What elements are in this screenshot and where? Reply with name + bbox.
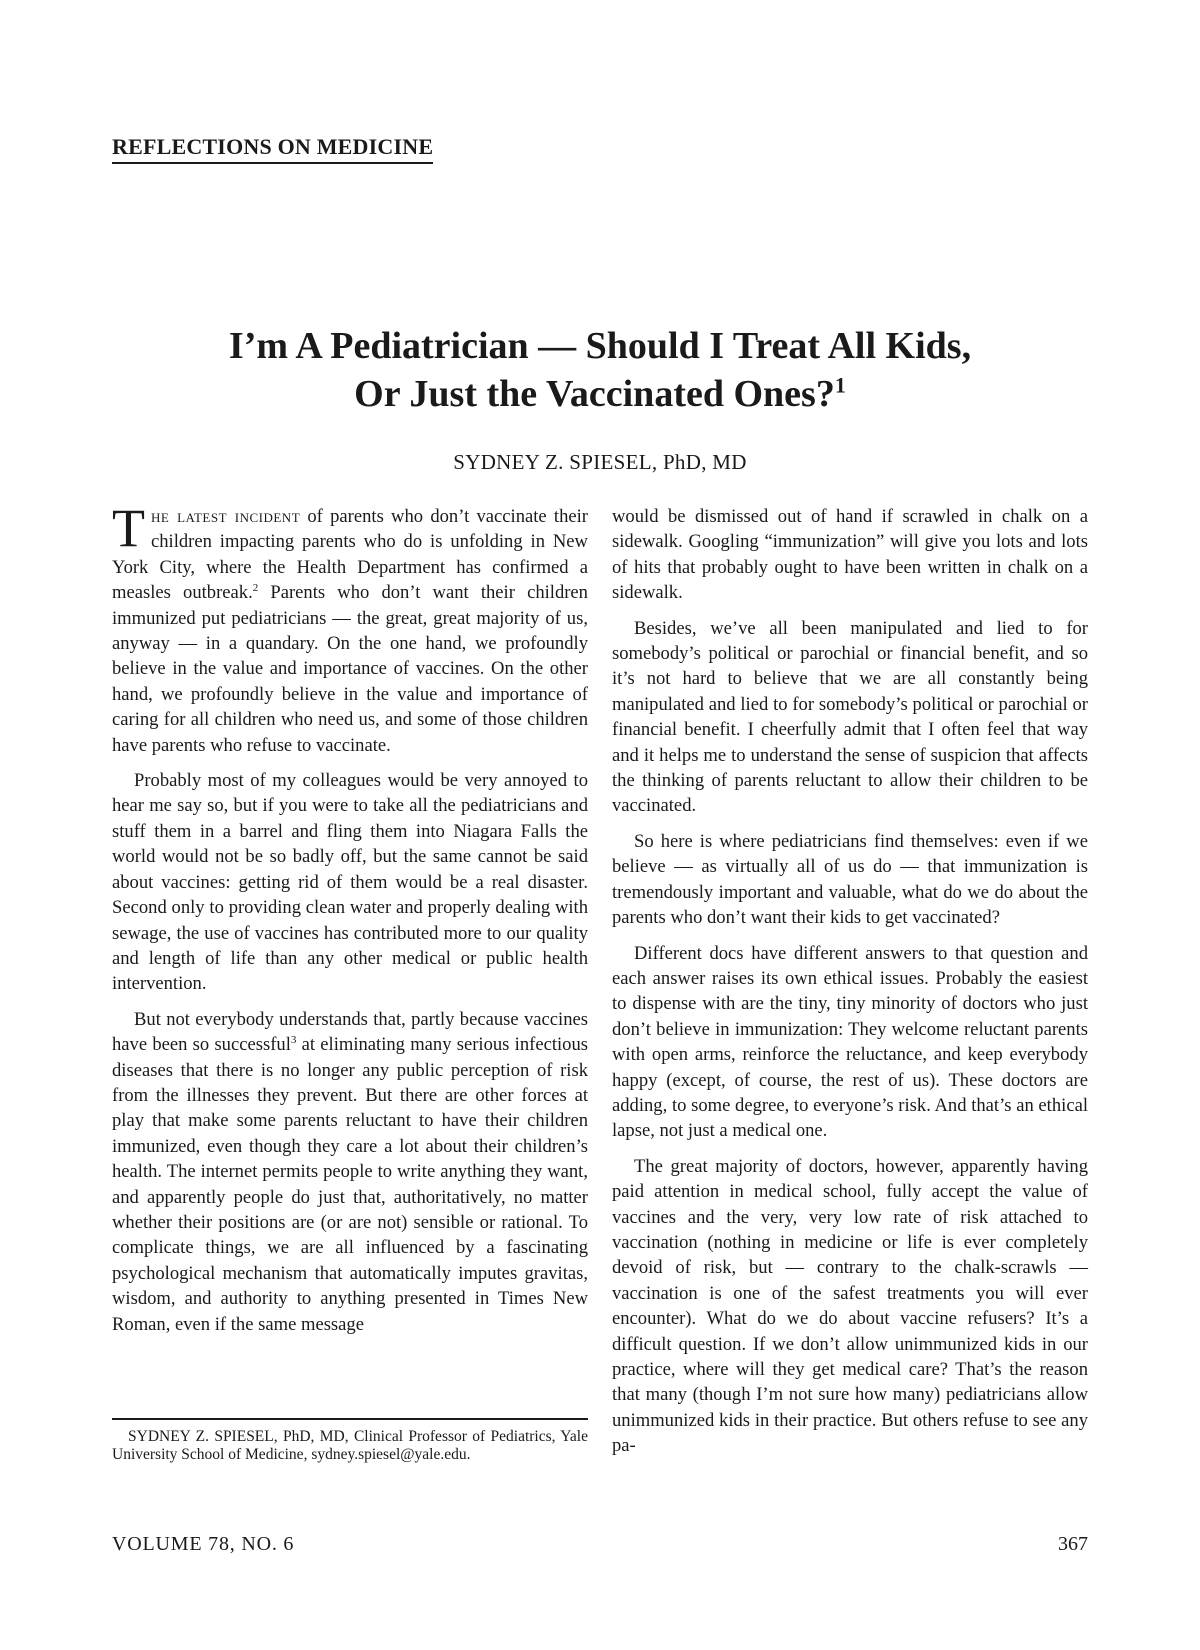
author-byline: SYDNEY Z. SPIESEL, PhD, MD xyxy=(453,450,747,474)
paragraph-2: Probably most of my colleagues would be very annoyed to hear me say so, but if you were to take all the pediatricians and stuff them in a barrel and fling them into Niagara Falls the world would not be so badly off, but the same cannot be said about vaccines: getting rid of them would be a real disaster. Second only to providing clean water and properly dealing with sewage, the use of vaccines has contributed more to our quality and length of life than any other medical or public health intervention. xyxy=(112,770,588,995)
article-title xyxy=(100,322,1100,418)
footnote-divider xyxy=(112,1418,588,1420)
section-label: REFLECTIONS ON MEDICINE xyxy=(112,134,433,160)
paragraph-5: So here is where pediatricians find themselves: even if we believe — as virtually all of us do — that immunization is tremendously important and valuable, what do we do about the parents who don’t want their kids to get vaccinated? xyxy=(612,830,1088,929)
footnote-ref-2[interactable]: 2 xyxy=(252,582,259,595)
left-column xyxy=(112,498,588,1347)
drop-cap: T xyxy=(112,498,145,558)
paragraph-6: Different docs have different answers to that question and each answer raises its own ethical issues. Probably the easiest to dispense with are the tiny, tiny minority of doctors who just don’t believe in immunization: They welcome reluctant parents with open arms, reinforce the reluctance, and keep everybody happy (except, of course, the rest of us). These doctors are adding, to some degree, to everyone’s risk. And that’s an ethical lapse, not just a medical one. xyxy=(612,942,1088,1142)
right-column xyxy=(612,504,1088,1469)
author-footnote: SYDNEY Z. SPIESEL, PhD, MD, Clinical Professor of Pediatrics, Yale University School of Medicine, sydney.spiesel@yale.edu. xyxy=(112,1428,588,1463)
paragraph-1: The latest incident of parents who don’t vaccinate their children impacting parents who do is unfolding in New York City, where the Health Department has confirmed a measles outbreak.$^2$ Parents who don’t want their children immunized put pediatricians — the great, great majority of us, anyway — in a quandary. On the one hand, we profoundly believe in the value and importance of vaccines. On the other hand, we profoundly believe in the value and importance of caring for all children who need us, and some of those children have parents who refuse to vaccinate. xyxy=(112,498,588,756)
footnote-ref-3[interactable]: 3 xyxy=(290,1033,297,1046)
title-footnote-ref[interactable]: 1 xyxy=(834,372,846,398)
title-line-2: Or Just the Vaccinated Ones?$^1$ xyxy=(354,372,846,415)
page-number: 367 xyxy=(1058,1533,1088,1555)
paragraph-7: The great majority of doctors, however, apparently having paid attention in medical school, fully accept the value of vaccines and the very, very low rate of risk attached to vaccination (nothing in medicine or life is ever completely devoid of risk, but — contrary to the chalk-scrawls — vaccination is one of the safest treatments you will ever encounter). What do we do about vaccine refusers? It’s a difficult question. If we don’t allow unimmunized kids in our practice, where will they get medical care? That’s the reason that many (though I’m not sure how many) pediatricians allow unimmunized kids in their practice. But others refuse to see any pa- xyxy=(612,1155,1088,1457)
title-line-1: I’m A Pediatrician — Should I Treat All Kids, xyxy=(228,325,972,367)
journal-volume: VOLUME 78, NO. 6 xyxy=(112,1533,295,1555)
lead-in: he latest incident xyxy=(151,506,301,527)
paragraph-3-continued: would be dismissed out of hand if scrawled in chalk on a sidewalk. Googling “immunization” will give you lots and lots of hits that probably ought to have been written in chalk on a sidewalk. xyxy=(612,506,1088,604)
paragraph-4: Besides, we’ve all been manipulated and lied to for somebody’s political or parochial or financial benefit, and so it’s not hard to believe that we are all constantly being manipulated and lied to for somebody’s political or parochial or financial benefit. I cheerfully admit that I often feel that way and it helps me to understand the sense of suspicion that affects the thinking of parents reluctant to allow their children to be vaccinated. xyxy=(612,617,1088,817)
paragraph-3: But not everybody understands that, partly because vaccines have been so successful$^3$ at eliminating many serious infectious diseases that there is no longer any public perception of risk from the illnesses they prevent. But there are other forces at play that make some parents reluctant to have their children immunized, even though they care a lot about their children’s health. The internet permits people to write anything they want, and apparently people do just that, authoritatively, no matter whether their positions are (or are not) sensible or rational. To complicate things, we are all influenced by a fascinating psychological mechanism that automatically imputes gravitas, wisdom, and authority to anything presented in Times New Roman, even if the same message xyxy=(112,1008,588,1335)
